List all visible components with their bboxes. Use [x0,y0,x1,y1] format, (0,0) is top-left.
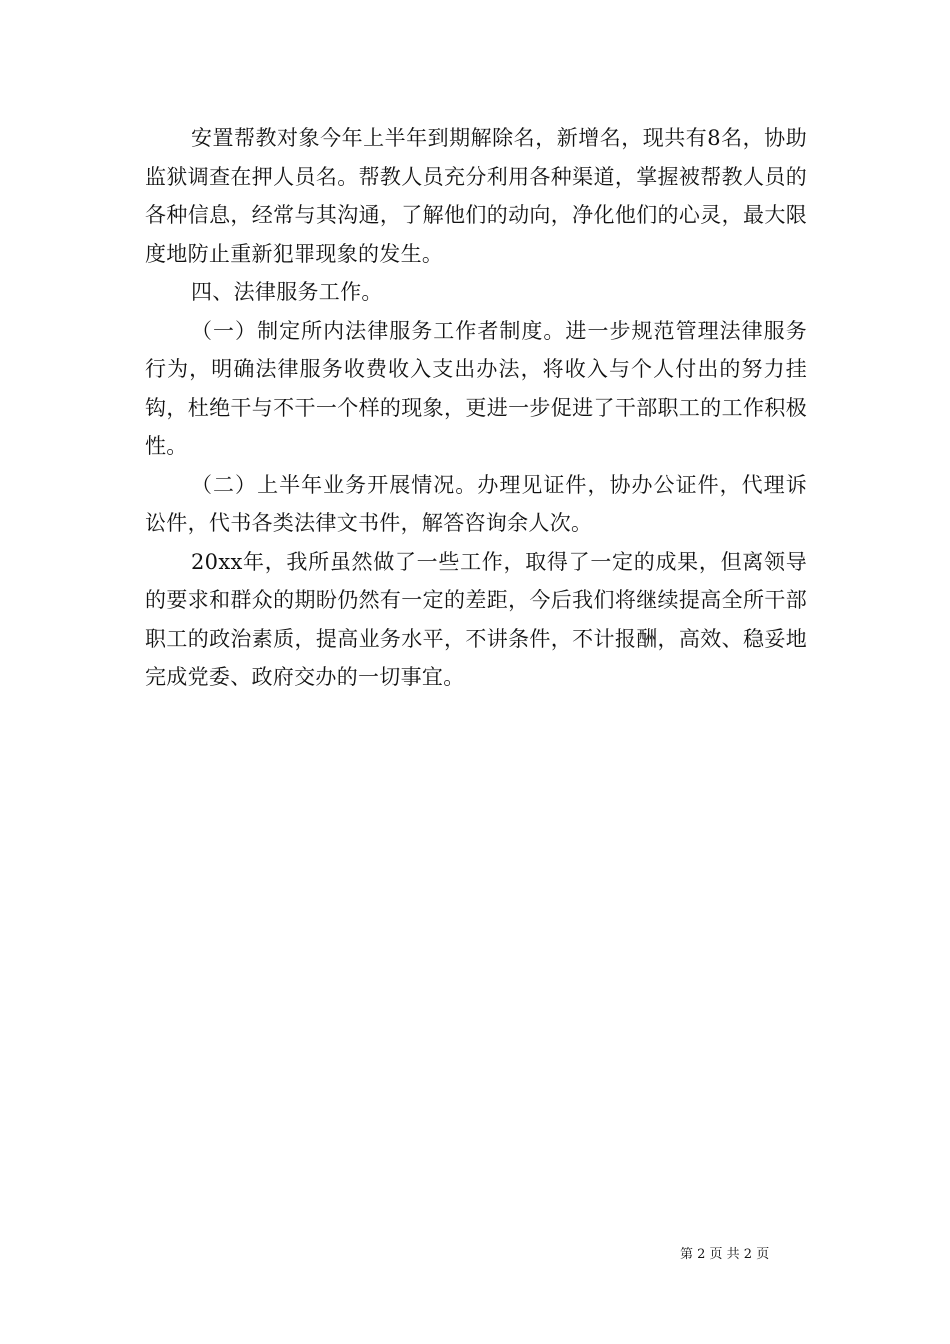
section-heading-legal-services: 四、法律服务工作。 [191,280,383,304]
paragraph-business-progress: （二）上半年业务开展情况。办理见证件，协办公证件，代理诉讼件，代书各类法律文书件，解答咨询余人次。 [145,472,807,535]
paragraph-conclusion: 20xx年，我所虽然做了一些工作，取得了一定的成果，但离领导的要求和群众的期盼仍然有一定的差距，今后我们将继续提高全所干部职工的政治素质，提高业务水平，不讲条件，不计报酬，高效、稳妥地完成党委、政府交办的一切事宜。 [145,549,807,689]
document-body [145,119,807,697]
paragraph-legal-services-system: （一）制定所内法律服务工作者制度。进一步规范管理法律服务行为，明确法律服务收费收入支出办法，将收入与个人付出的努力挂钩，杜绝干与不干一个样的现象，更进一步促进了干部职工的工作积极性。 [145,318,807,458]
paragraph-resettlement: 安置帮教对象今年上半年到期解除名，新增名，现共有8名，协助监狱调查在押人员名。帮教人员充分利用各种渠道，掌握被帮教人员的各种信息，经常与其沟通，了解他们的动向，净化他们的心灵，最大限度地防止重新犯罪现象的发生。 [145,126,807,266]
page-number: 第 2 页 共 2 页 [680,1247,770,1262]
